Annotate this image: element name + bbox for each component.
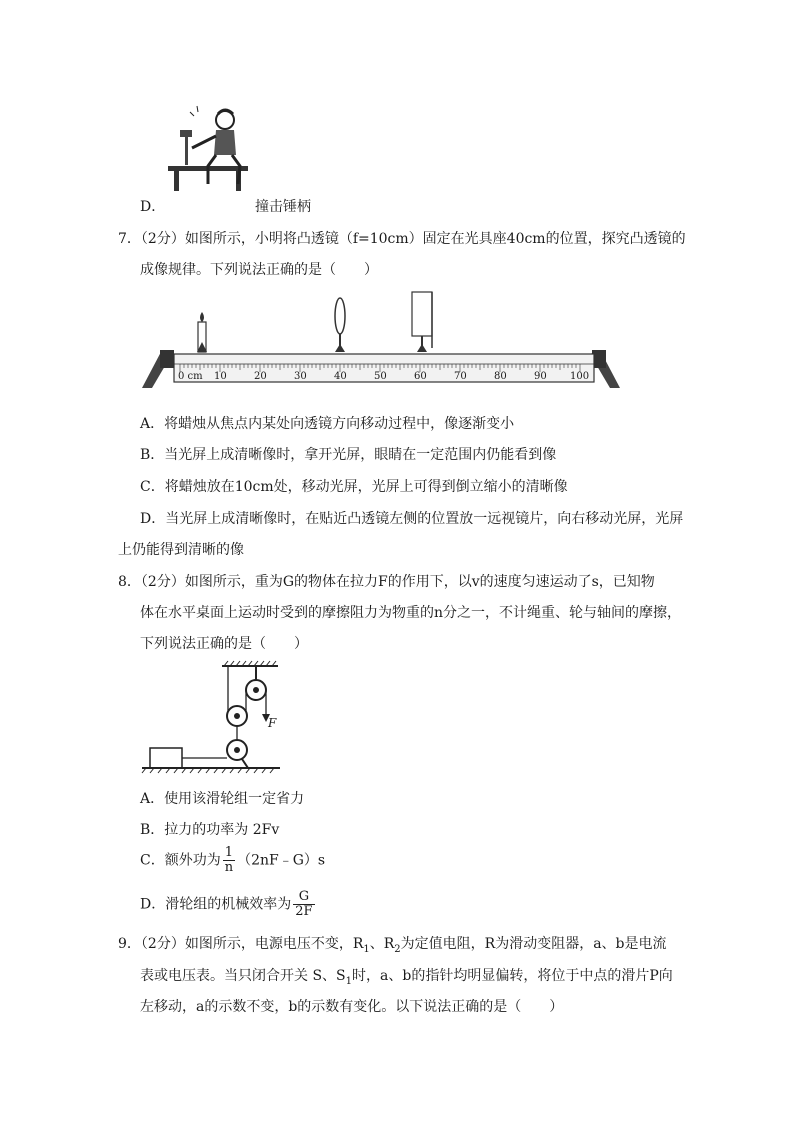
- hammer-figure: [160, 100, 255, 195]
- q7-stem-line2: 成像规律。下列说法正确的是（ ）: [140, 262, 378, 278]
- q7-option-d-line2: 上仍能得到清晰的像: [118, 542, 244, 558]
- bench-tick-label: 70: [454, 371, 467, 382]
- bench-tick-label: 40: [334, 371, 347, 382]
- q9-line1-a: 9．（2分）如图所示，电源电压不变，R: [118, 936, 364, 952]
- q7-option-b: B．当光屏上成清晰像时，拿开光屏，眼睛在一定范围内仍能看到像: [140, 447, 557, 463]
- q9-line2-a: 表或电压表。当只闭合开关 S、S: [140, 968, 346, 984]
- optical-bench-figure: [140, 288, 630, 400]
- bench-tick-label: 60: [414, 371, 427, 382]
- q8-stem-line2: 体在水平桌面上运动时受到的摩擦阻力为物重的n分之一，不计绳重、轮与轴间的摩擦，: [140, 605, 682, 621]
- q8-stem-line3: 下列说法正确的是（ ）: [140, 636, 308, 652]
- fraction-denominator: n: [224, 860, 234, 875]
- q7-option-a: A．将蜡烛从焦点内某处向透镜方向移动过程中，像逐渐变小: [140, 416, 515, 432]
- q8-option-c-prefix: C．额外功为: [140, 852, 221, 869]
- bench-tick-label: 30: [294, 371, 307, 382]
- bench-tick-label: 10: [214, 371, 227, 382]
- subscript: 2: [394, 943, 401, 955]
- q8-option-c: [140, 846, 325, 875]
- q8-option-d-prefix: D．滑轮组的机械效率为: [140, 896, 292, 913]
- q9-line3: 左移动，a的示数不变，b的示数有变化。以下说法正确的是（ ）: [140, 999, 564, 1015]
- force-label: F: [268, 716, 277, 730]
- q7-option-c: C．将蜡烛放在10cm处，移动光屏，光屏上可得到倒立缩小的清晰像: [140, 479, 568, 495]
- q8-stem-line1: 8．（2分）如图所示，重为G的物体在拉力F的作用下，以v的速度匀速运动了s，已知物: [118, 574, 655, 590]
- fraction-numerator: G: [293, 890, 314, 905]
- bench-tick-label: 80: [494, 371, 507, 382]
- q9-line1-b: 、R: [369, 936, 395, 952]
- q8-option-d: [140, 890, 317, 919]
- q6-option-d-letter: D．: [140, 199, 166, 215]
- bench-tick-label: 90: [534, 371, 547, 382]
- q6-option-d-text: 撞击锤柄: [255, 199, 311, 215]
- bench-tick-label: 50: [374, 371, 387, 382]
- subscript: 1: [345, 975, 353, 987]
- bench-unit-label: 0 cm: [178, 371, 203, 382]
- subscript: 1: [363, 943, 370, 955]
- q8-option-a: A．使用该滑轮组一定省力: [140, 791, 305, 807]
- q9-line2-b: 时，a、b的指针均明显偏转，将位于中点的滑片P向: [352, 968, 673, 984]
- fraction-numerator: 1: [223, 846, 235, 861]
- q8-option-b: B．拉力的功率为 2Fv: [140, 822, 280, 838]
- q9-line1: [118, 934, 667, 960]
- q9-line1-c: 为定值电阻，R为滑动变阻器，a、b是电流: [400, 936, 667, 952]
- fraction-denominator: 2F: [295, 904, 313, 919]
- bench-tick-label: 20: [254, 371, 267, 382]
- fraction: [223, 846, 235, 875]
- q7-option-d-line1: D．当光屏上成清晰像时，在贴近凸透镜左侧的位置放一远视镜片，向右移动光屏，光屏: [140, 511, 684, 527]
- fraction: [293, 890, 314, 919]
- bench-tick-label: 100: [570, 371, 590, 382]
- q8-option-c-suffix: （2nF﹣G）s: [237, 852, 326, 869]
- pulley-figure: [140, 660, 290, 775]
- q9-line2: [140, 966, 673, 992]
- q7-stem-line1: 7．（2分）如图所示，小明将凸透镜（f=10cm）固定在光具座40cm的位置，探究凸透镜的: [118, 231, 686, 247]
